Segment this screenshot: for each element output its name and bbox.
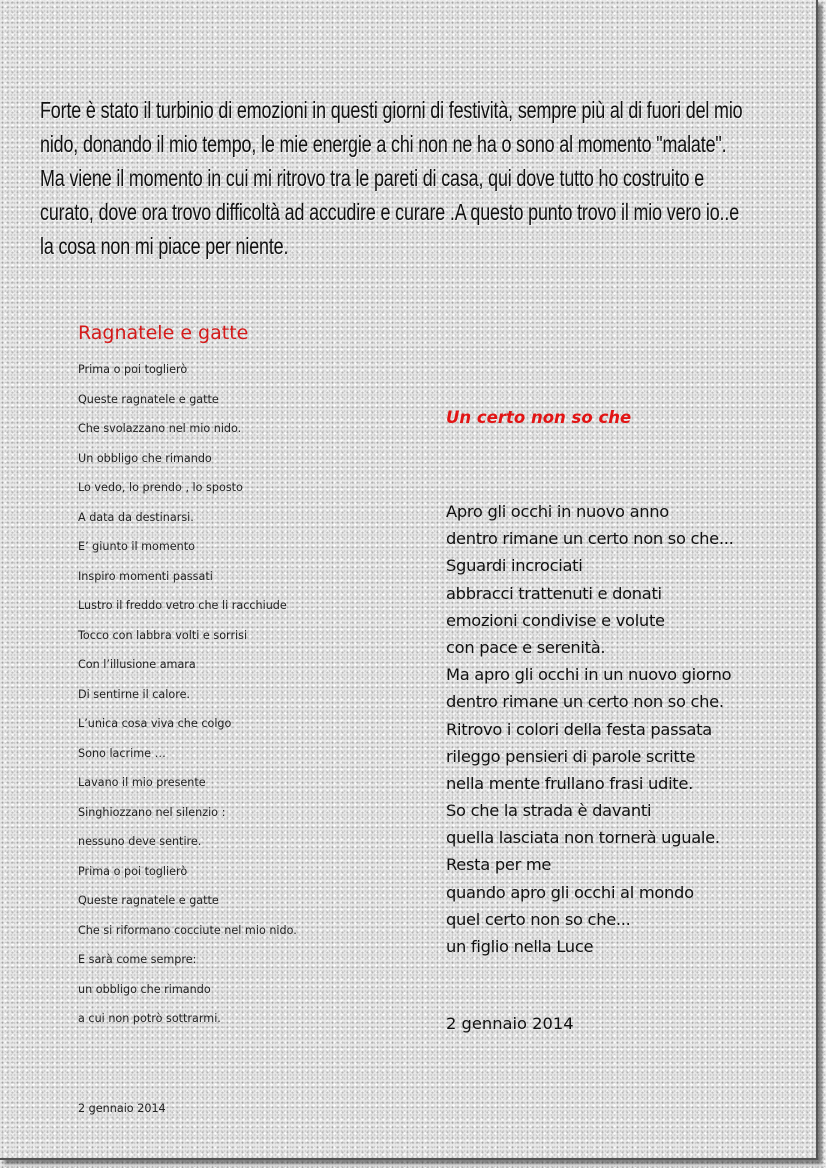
poem-verse: Con l’illusione amara bbox=[78, 658, 196, 671]
intro-paragraph bbox=[40, 93, 789, 263]
poem-verse: Sono lacrime … bbox=[78, 746, 166, 760]
poem-verse: nella mente frullano frasi udite. bbox=[446, 773, 693, 793]
poem-verse: quel certo non so che... bbox=[446, 909, 631, 929]
poem-verse: abbracci trattenuti e donati bbox=[446, 583, 662, 603]
poem-verse: un figlio nella Luce bbox=[446, 937, 594, 956]
intro-line: la cosa non mi piace per niente. bbox=[40, 233, 289, 259]
poem-verse: Che si riformano cocciute nel mio nido. bbox=[78, 923, 297, 937]
poem-date: 2 gennaio 2014 bbox=[446, 1014, 574, 1033]
poem-verse: E’ giunto il momento bbox=[78, 540, 195, 553]
poem-verse: Singhiozzano nel silenzio : bbox=[78, 805, 226, 819]
poem-verse: Prima o poi toglierò bbox=[78, 864, 188, 878]
poem-verse: Lavano il mio presente bbox=[78, 776, 206, 789]
poem-verse: Queste ragnatele e gatte bbox=[78, 392, 219, 406]
poem-verse: Inspiro momenti passati bbox=[78, 569, 213, 583]
poem-verse: dentro rimane un certo non so che... bbox=[446, 529, 734, 549]
poem-verse: Prima o poi toglierò bbox=[78, 363, 188, 376]
poem-verse: Queste ragnatele e gatte bbox=[78, 894, 219, 907]
poem-title: Un certo non so che bbox=[446, 408, 632, 427]
poem-verse: quando apro gli occhi al mondo bbox=[446, 882, 694, 902]
poem-verse: Di sentirne il calore. bbox=[78, 687, 191, 701]
poem-verse: a cui non potrò sottrarmi. bbox=[78, 1012, 221, 1025]
poem-verse: emozioni condivise e volute bbox=[446, 610, 665, 630]
poem-verse: rileggo pensieri di parole scritte bbox=[446, 746, 696, 766]
intro-line: curato, dove ora trovo difficoltà ad accudire e curare .A questo punto trovo il mio vero io..e bbox=[40, 199, 740, 225]
poem-verse: Che svolazzano nel mio nido. bbox=[78, 422, 242, 435]
poem-un-certo bbox=[446, 408, 786, 1033]
poem-verse: Un obbligo che rimando bbox=[78, 451, 212, 465]
poem-date: 2 gennaio 2014 bbox=[78, 1102, 166, 1115]
poem-title: Ragnatele e gatte bbox=[78, 322, 249, 344]
intro-line: Forte è stato il turbinio di emozioni in questi giorni di festività, sempre più al di fuori del mio bbox=[40, 97, 743, 123]
poem-verse: So che la strada è davanti bbox=[446, 801, 652, 821]
poem-verse: A data da destinarsi. bbox=[78, 510, 194, 524]
poem-verse: Ma apro gli occhi in un nuovo giorno bbox=[446, 665, 732, 685]
poem-verse: Lustro il freddo vetro che li racchiude bbox=[78, 599, 287, 612]
poem-verse: con pace e serenità. bbox=[446, 637, 606, 657]
poem-verse: Ritrovo i colori della festa passata bbox=[446, 719, 712, 739]
poem-verse: Apro gli occhi in nuovo anno bbox=[446, 502, 669, 521]
poem-verse: Tocco con labbra volti e sorrisi bbox=[78, 628, 248, 642]
poem-ragnatele bbox=[78, 322, 378, 1115]
poem-verse: E sarà come sempre: bbox=[78, 953, 197, 966]
poem-verse: Lo vedo, lo prendo , lo sposto bbox=[78, 481, 243, 494]
poem-verse: quella lasciata non tornerà uguale. bbox=[446, 828, 720, 848]
poem-verse: un obbligo che rimando bbox=[78, 982, 211, 996]
poem-verses bbox=[446, 500, 734, 962]
poem-verse: nessuno deve sentire. bbox=[78, 835, 202, 848]
poem-verse: Resta per me bbox=[446, 855, 552, 875]
poem-verse: L’unica cosa viva che colgo bbox=[78, 717, 232, 730]
poem-verse: Sguardi incrociati bbox=[446, 556, 583, 576]
poem-verse: dentro rimane un certo non so che. bbox=[446, 692, 724, 712]
intro-line: Ma viene il momento in cui mi ritrovo tra le pareti di casa, qui dove tutto ho costruito e bbox=[40, 165, 705, 191]
intro-line: nido, donando il mio tempo, le mie energie a chi non ne ha o sono al momento "malate". bbox=[40, 131, 727, 157]
